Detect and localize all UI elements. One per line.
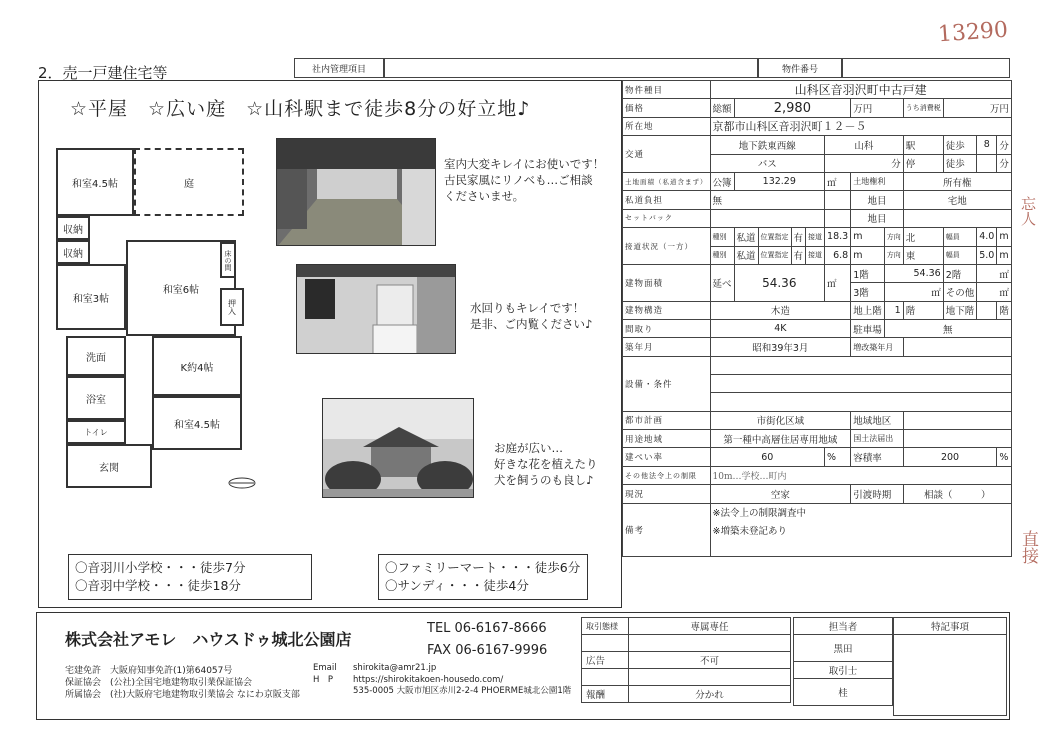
layout: 4K bbox=[710, 320, 851, 338]
built-label: 築年月 bbox=[623, 338, 711, 356]
company-fax: FAX 06-6167-9996 bbox=[427, 643, 548, 658]
reform-label: 増改築年月 bbox=[851, 338, 904, 356]
tax-label: うち消費税 bbox=[903, 99, 943, 117]
mgmt-field bbox=[384, 58, 758, 78]
setback-label: セットバック bbox=[623, 209, 711, 227]
road1-width: 18.3 bbox=[825, 228, 851, 246]
road1-kind: 私道 bbox=[734, 228, 758, 246]
tax-unit: 万円 bbox=[943, 99, 1011, 117]
city-plan-label: 都市計画 bbox=[623, 411, 711, 429]
room-washroom: 洗面 bbox=[66, 336, 126, 376]
remarks-label: 備考 bbox=[623, 503, 711, 556]
bcr-label: 建ぺい率 bbox=[623, 448, 711, 466]
road1-designated: 有 bbox=[791, 228, 806, 246]
hp-label: H P bbox=[313, 674, 334, 685]
north-arrow-icon bbox=[228, 474, 256, 486]
floor1-area: 54.36 bbox=[884, 264, 943, 282]
facility-label: 設備・条件 bbox=[623, 356, 711, 411]
nearby-schools bbox=[68, 554, 312, 600]
road2-w: 5.0 bbox=[977, 246, 997, 264]
contact-values bbox=[353, 663, 571, 698]
property-type: 山科区音羽沢町中古戸建 bbox=[710, 81, 1011, 99]
far: 200 bbox=[903, 448, 997, 466]
road1-kind-label: 種別 bbox=[710, 228, 734, 246]
address-value: 京都市山科区音羽沢町１２－５ bbox=[710, 117, 1011, 135]
kokudo-label: 国土法届出 bbox=[851, 430, 904, 448]
room-toilet: トイレ bbox=[66, 420, 126, 444]
company-name: 株式会社アモレ ハウスドゥ城北公園店 bbox=[65, 630, 352, 649]
room-bath: 浴室 bbox=[66, 376, 126, 420]
bus-min-unit: 分 bbox=[997, 154, 1012, 172]
status-label: 現況 bbox=[623, 485, 711, 503]
layout-label: 間取り bbox=[623, 320, 711, 338]
room-storage-2: 収納 bbox=[56, 240, 90, 264]
nearby-shop-1: 〇ファミリーマート・・・徒歩6分 bbox=[385, 560, 581, 575]
license: 宅建免許 大阪府知事免許(1)第64057号 bbox=[65, 666, 233, 676]
remarks-2: ※増築未登記あり bbox=[710, 521, 1011, 538]
road1-m: m bbox=[851, 228, 885, 246]
handover-label: 引渡時期 bbox=[851, 485, 904, 503]
status: 空家 bbox=[710, 485, 851, 503]
email-label: Email bbox=[313, 663, 337, 673]
company-address: 535-0005 大阪市旭区赤川2-2-4 PHOERME城北公園1階 bbox=[353, 686, 572, 696]
road-label: 接道状況（一方） bbox=[623, 228, 711, 265]
total-label: 総額 bbox=[710, 99, 734, 117]
building-area-label: 建物面積 bbox=[623, 264, 711, 301]
structure-label: 建物構造 bbox=[623, 301, 711, 319]
section-title: 2．売一戸建住宅等 bbox=[38, 64, 168, 82]
ad: 不可 bbox=[629, 652, 791, 669]
photo-caption-3: お庭が広い… 好きな花を植えたり 犬を飼うのも良し♪ bbox=[494, 441, 598, 487]
room-washitsu-4-5b: 和室4.5帖 bbox=[152, 396, 242, 450]
land-right-label: 土地権利 bbox=[851, 172, 904, 190]
floor3-label: 3階 bbox=[851, 283, 885, 301]
notes-table bbox=[893, 617, 1007, 716]
building-area: 54.36 bbox=[734, 264, 825, 301]
notes-label: 特記事項 bbox=[894, 618, 1007, 635]
station-suffix: 駅 bbox=[903, 136, 943, 154]
below-label: 地下階 bbox=[943, 301, 977, 319]
nearby-shops bbox=[378, 554, 588, 600]
other-unit: ㎡ bbox=[977, 283, 1012, 301]
other-limit-note: 10m…学校…町内 bbox=[710, 466, 1011, 484]
reward: 分かれ bbox=[629, 686, 791, 703]
walk-minutes: 8 bbox=[977, 136, 997, 154]
road2-dir-label: 方向 bbox=[884, 246, 903, 264]
parking-label: 駐車場 bbox=[851, 320, 885, 338]
photo-caption-1: 室内大変キレイにお使いです！ 古民家風にリノベも…ご相談 くださいませ。 bbox=[444, 157, 605, 203]
bcr: 60 bbox=[710, 448, 825, 466]
reward-label: 報酬 bbox=[582, 686, 629, 703]
handwritten-side-note: 忘人 bbox=[1019, 196, 1037, 226]
road2-width: 6.8 bbox=[825, 246, 851, 264]
staff: 黒田 bbox=[794, 635, 893, 662]
floor-plan bbox=[52, 148, 262, 498]
guarantee-assoc: 保証協会 (公社)全国宅地建物取引業保証協会 bbox=[65, 678, 253, 688]
road1-dir-label: 方向 bbox=[884, 228, 903, 246]
type-label: 物件種目 bbox=[623, 81, 711, 99]
handover: 相談（ ） bbox=[903, 485, 1011, 503]
far-unit: % bbox=[997, 448, 1012, 466]
room-oshiire: 押入 bbox=[220, 288, 244, 326]
train-line: 地下鉄東西線 bbox=[710, 136, 825, 154]
city-plan: 市街化区域 bbox=[710, 411, 851, 429]
road2-kind-label: 種別 bbox=[710, 246, 734, 264]
room-storage-1: 収納 bbox=[56, 216, 90, 240]
road1-dir: 北 bbox=[903, 228, 943, 246]
zoning-label: 用途地域 bbox=[623, 430, 711, 448]
footer bbox=[36, 612, 1010, 720]
parking: 無 bbox=[884, 320, 1011, 338]
road1-wm: m bbox=[997, 228, 1012, 246]
road1-w: 4.0 bbox=[977, 228, 997, 246]
property-no-field bbox=[842, 58, 1010, 78]
bus-min-prefix: 分 bbox=[825, 154, 904, 172]
built-date: 昭和39年3月 bbox=[710, 338, 851, 356]
room-garden: 庭 bbox=[134, 148, 244, 216]
land-area: 132.29 bbox=[734, 172, 825, 190]
deal-label: 取引態様 bbox=[582, 618, 629, 635]
chimoku: 宅地 bbox=[903, 191, 1011, 209]
trade: 桂 bbox=[794, 679, 893, 706]
nearby-school-2: 〇音羽中学校・・・徒歩18分 bbox=[75, 578, 241, 593]
land-area-label: 土地面積（私道含まず） bbox=[623, 172, 711, 190]
room-kitchen: K約4帖 bbox=[152, 336, 242, 396]
floor2-unit: ㎡ bbox=[977, 264, 1012, 282]
traffic-label: 交通 bbox=[623, 136, 711, 173]
trade-label: 取引士 bbox=[794, 662, 893, 679]
room-tokonoma: 床の間 bbox=[220, 242, 236, 278]
price-label: 価格 bbox=[623, 99, 711, 117]
room-washitsu-3: 和室3帖 bbox=[56, 264, 126, 330]
station-name: 山科 bbox=[825, 136, 904, 154]
contact-labels bbox=[313, 663, 337, 686]
member-assoc: 所属協会 (社)大阪府宅地建物取引業協会 なにわ京阪支部 bbox=[65, 690, 300, 700]
photo-caption-2: 水回りもキレイです！ 是非、ご内覧ください♪ bbox=[470, 301, 593, 331]
road1-contact-label: 接道 bbox=[806, 228, 825, 246]
bus-walk-label: 徒歩 bbox=[943, 154, 977, 172]
road2-w-label: 幅員 bbox=[943, 246, 977, 264]
address-label: 所在地 bbox=[623, 117, 711, 135]
structure: 木造 bbox=[710, 301, 851, 319]
mgmt-label: 社内管理項目 bbox=[294, 58, 384, 78]
remarks-1: ※法令上の制限調査中 bbox=[710, 503, 1011, 521]
email-link[interactable]: shirokita@amr21.jp bbox=[353, 663, 437, 673]
hp-link[interactable]: https://shirokitakoen-housedo.com/ bbox=[353, 674, 504, 685]
nearby-shop-2: 〇サンディ・・・徒歩4分 bbox=[385, 578, 529, 593]
staff-table bbox=[793, 617, 893, 706]
property-spec-table bbox=[622, 80, 1012, 557]
road2-dir: 東 bbox=[903, 246, 943, 264]
deal: 専属専任 bbox=[629, 618, 791, 635]
price-unit: 万円 bbox=[851, 99, 904, 117]
company-tel: TEL 06-6167-8666 bbox=[427, 621, 547, 636]
price-value: 2,980 bbox=[734, 99, 851, 117]
other-limit-label: その他法令上の制限 bbox=[623, 466, 711, 484]
deal-table bbox=[581, 617, 791, 703]
above-floors: 1 bbox=[884, 301, 903, 319]
property-no-label: 物件番号 bbox=[758, 58, 842, 78]
walk-label: 徒歩 bbox=[943, 136, 977, 154]
floor3-unit: ㎡ bbox=[884, 283, 943, 301]
washroom-photo bbox=[296, 264, 456, 354]
room-washitsu-4-5a: 和室4.5帖 bbox=[56, 148, 134, 216]
below-floor-unit: 階 bbox=[997, 301, 1012, 319]
room-washitsu-6: 和室6帖 bbox=[126, 240, 236, 336]
house-exterior-photo bbox=[322, 398, 474, 498]
total-floor-label: 延べ bbox=[710, 264, 734, 301]
zoning: 第一種中高層住居専用地域 bbox=[710, 430, 851, 448]
above-floor-unit: 階 bbox=[903, 301, 943, 319]
nearby-school-1: 〇音羽川小学校・・・徒歩7分 bbox=[75, 560, 246, 575]
road1-designated-label: 位置指定 bbox=[758, 228, 791, 246]
ad-label: 広告 bbox=[582, 652, 629, 669]
public-label: 公簿 bbox=[710, 172, 734, 190]
bcr-unit: % bbox=[825, 448, 851, 466]
walk-unit: 分 bbox=[997, 136, 1012, 154]
building-area-unit: ㎡ bbox=[825, 264, 851, 301]
floor2-label: 2階 bbox=[943, 264, 977, 282]
district-label: 地域地区 bbox=[851, 411, 904, 429]
floor1-label: 1階 bbox=[851, 264, 885, 282]
staff-label: 担当者 bbox=[794, 618, 893, 635]
handwritten-code: 13290 bbox=[937, 17, 1009, 48]
setback-area-label: 地目 bbox=[851, 209, 904, 227]
room-entrance: 玄関 bbox=[66, 444, 152, 488]
land-area-unit: ㎡ bbox=[825, 172, 851, 190]
road2-m: m bbox=[851, 246, 885, 264]
road2-kind: 私道 bbox=[734, 246, 758, 264]
other-label: その他 bbox=[943, 283, 977, 301]
private-road: 無 bbox=[710, 191, 825, 209]
road2-designated: 有 bbox=[791, 246, 806, 264]
above-label: 地上階 bbox=[851, 301, 885, 319]
road2-designated-label: 位置指定 bbox=[758, 246, 791, 264]
land-right: 所有権 bbox=[903, 172, 1011, 190]
bus-stop-label: 停 bbox=[903, 154, 943, 172]
bus-label: バス bbox=[710, 154, 825, 172]
private-road-label: 私道負担 bbox=[623, 191, 711, 209]
road2-contact-label: 接道 bbox=[806, 246, 825, 264]
chimoku-label: 地目 bbox=[851, 191, 904, 209]
handwritten-side-note-2: 直接 bbox=[1018, 530, 1038, 564]
road1-w-label: 幅員 bbox=[943, 228, 977, 246]
far-label: 容積率 bbox=[851, 448, 904, 466]
road2-wm: m bbox=[997, 246, 1012, 264]
headline: ☆平屋 ☆広い庭 ☆山科駅まで徒歩8分の好立地♪ bbox=[70, 98, 531, 120]
tatami-room-photo bbox=[276, 138, 436, 246]
company-licenses bbox=[65, 665, 300, 701]
